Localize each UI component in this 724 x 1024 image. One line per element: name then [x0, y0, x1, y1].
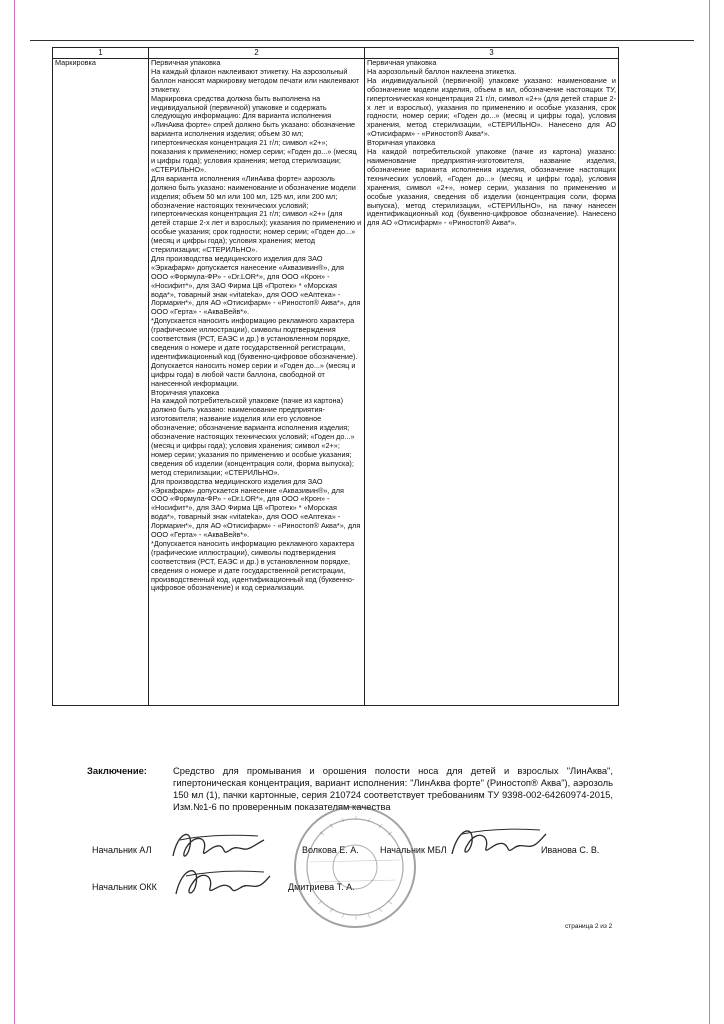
round-stamp — [290, 802, 420, 932]
signature-mbl — [448, 822, 548, 862]
head-al-title: Начальник АЛ — [92, 845, 152, 855]
head-mbl-title: Начальник МБЛ — [380, 845, 447, 855]
right-margin-line — [709, 0, 710, 1024]
head-mbl-name: Иванова С. В. — [541, 845, 600, 855]
table-header-cell: 1 — [53, 48, 149, 59]
head-okk-name: Дмитриева Т. А. — [288, 882, 355, 892]
table-header-cell: 2 — [149, 48, 365, 59]
table-row — [53, 59, 619, 706]
table-header-row — [53, 48, 619, 59]
conclusion-text: Средство для промывания и орошения полости носа для детей и взрослых "ЛинАква", гипертоническая концентрация, вариант исполнения: "ЛинАква форте" (Риностоп® Аква"), аэрозоль 150 мл (1), пачки картонные, серия 210724 соответствует требованиям ТУ 9398-002-64260974-2015, Изм.№1-6 по проверенным показателям качества — [173, 765, 613, 812]
head-al-name: Волкова Е. А. — [302, 845, 359, 855]
actual-results-text: Первичная упаковка На аэрозольный баллон наклеена этикетка. На индивидуальной (первичной) упаковке указано: наименование и обозначение модели изделия, объем в мл, обозначение настоящих ТУ, гипертоническая концентрация 21 г/л, символ «2+» (для детей старше 2-х лет и взрослых), указания по применению и особые указания, срок годности, номер серии; «Годен до...» (месяц и цифры года), условия хранения, метод стерилизации, «СТЕРИЛЬНО». Нанесено для АО «Отисифарм» - «Риностоп® Аква*». Вторичная упаковка На каждой потребительской упаковке (пачке из картона) указано: наименование предприятия-изготовителя, название изделия, обозначение варианта исполнения изделия, обозначение настоящих технических условий, «Годен до...» (месяц и цифры года), условия хранения, символ «2+», номер серии, указания по применению и особые указания, сведения об изделии (концентрация соли, форма выпуска), метод стерилизации, «СТЕРИЛЬНО», на пачку нанесен идентификационный код (буквенно-цифровое обозначение). Нанесено для АО «Отисифарм» - «Риностоп® Аква*». — [367, 58, 616, 228]
page-number: страница 2 из 2 — [565, 923, 613, 930]
left-margin-line — [14, 0, 15, 1024]
signature-al — [168, 826, 268, 866]
requirements-text: Первичная упаковка На каждый флакон наклеивают этикетку. На аэрозольный баллон наносят маркировку методом печати или наклеивают этикетку. Маркировка средства должна быть выполнена на индивидуальной (первичной) упаковке и содержать следующую информацию: Для варианта исполнения «ЛинАква форте» спрей должно быть указано: обозначение варианта исполнения изделия; объем 30 мл; гипертоническая концентрация 21 г/л; символ «2+»; показания к применению; номер серии; «Годен до...» (месяц и цифры года); условия хранения; метод стерилизации; «СТЕРИЛЬНО». Для варианта исполнения «ЛинАква форте» аэрозоль должно быть указано: наименование и обозначение модели изделия; объем 50 мл или 100 мл, 125 мл, или 200 мл; обозначение настоящих технических условий; гипертоническая концентрация 21 г/л; символ «2+» (для детей старше 2-х лет и взрослых); указания по применению и особые указания; срок годности; номер серии; «Годен до...» (месяц и цифры года); условия хранения; метод стерилизации; «СТЕРИЛЬНО». Для производства медицинского изделия для ЗАО «Эркафарм» допускается нанесение «Аквазивин®», для ООО «Формула-ФР» - «Dr.LOR*», для ООО «Крон» - «Носифит*», для ЗАО Фирма ЦВ «Протек» * «Морская вода*», товарный знак «vitateka», для ООО «еАптека» - Лормарин*», для АО «Отисифарм» - «Риностоп® Аква*», для ООО «Герта» - «АкваВейв*». *Допускается наносить информацию рекламного характера (графические иллюстрации), символы подтверждения соответствия (РСТ, ЕАЭС и др.) в установленном порядке, сведения о номере и дате государственной регистрации, идентификационный код (буквенно-цифровое обозначение). Допускается наносить номер серии и «Годен до...» (месяц и цифры года) в любой части баллона, свободной от нанесенной информации. Вторичная упаковка На каждой потребительской упаковке (пачке из картона) должно быть указано: наименование предприятия-изготовителя; название изделия или его условное обозначение; обозначение варианта исполнения изделия; обозначение настоящих технических условий; «Годен до...» (месяц и цифры года); условия хранения; символ «2+»; номер серии; указания по применению и особые указания; сведения об изделии (концентрация соли, форма выпуска); метод стерилизации; «СТЕРИЛЬНО». Для производства медицинского изделия для ЗАО «Эркафарм» допускается нанесение «Аквазивин®», для ООО «Формула-ФР» - «Dr.LOR*», для ООО «Крон» - «Носифит*», для ЗАО Фирма ЦВ «Протек» * «Морская вода*», товарный знак «vitateka», для ООО «еАптека» - Лормарин*», для АО «Отисифарм» - «Риностоп® Аква*», для ООО «Герта» - «АкваВейв*». *Допускается наносить информацию рекламного характера (графические иллюстрации), символы подтверждения соответствия (РСТ, ЕАЭС и др.) в установленном порядке, сведения о номере и дате государственной регистрации, производственный код, идентификационный код (буквенно-цифровое обозначение) и код сериализации. — [151, 58, 362, 593]
row-label-cell — [53, 59, 149, 706]
conclusion-label: Заключение: — [87, 765, 147, 776]
row-label: Маркировка — [55, 58, 96, 67]
requirements-cell — [149, 59, 365, 706]
table-header-cell: 3 — [365, 48, 619, 59]
signature-okk — [172, 862, 272, 902]
marking-table — [52, 47, 619, 706]
actual-results-cell — [365, 59, 619, 706]
head-okk-title: Начальник ОКК — [92, 882, 157, 892]
page-top-line — [30, 40, 694, 41]
